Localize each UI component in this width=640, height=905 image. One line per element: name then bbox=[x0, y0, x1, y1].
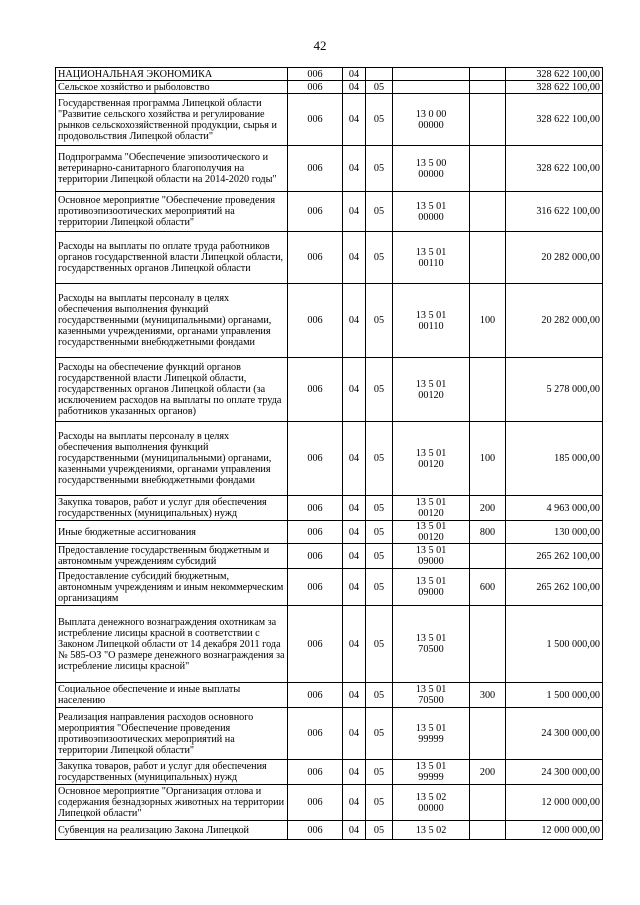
amount-cell: 12 000 000,00 bbox=[506, 821, 603, 840]
table-row bbox=[56, 422, 603, 496]
ministry-code-cell: 006 bbox=[288, 68, 343, 81]
subsection-code-cell: 05 bbox=[366, 81, 393, 94]
expense-name-cell: Закупка товаров, работ и услуг для обеспечения государственных (муниципальных) нужд bbox=[56, 496, 288, 521]
section-code-cell: 04 bbox=[343, 760, 366, 785]
amount-cell: 20 282 000,00 bbox=[506, 232, 603, 284]
amount-cell: 1 500 000,00 bbox=[506, 683, 603, 708]
amount-cell: 328 622 100,00 bbox=[506, 146, 603, 192]
expense-kind-cell bbox=[470, 81, 506, 94]
ministry-code-cell: 006 bbox=[288, 708, 343, 760]
subsection-code-cell: 05 bbox=[366, 94, 393, 146]
table-row bbox=[56, 81, 603, 94]
amount-cell: 316 622 100,00 bbox=[506, 192, 603, 232]
expense-kind-cell: 100 bbox=[470, 422, 506, 496]
ministry-code-cell: 006 bbox=[288, 544, 343, 569]
subsection-code-cell: 05 bbox=[366, 683, 393, 708]
subsection-code-cell: 05 bbox=[366, 708, 393, 760]
expense-kind-cell bbox=[470, 192, 506, 232]
expense-name-cell: Предоставление субсидий бюджетным, автономным учреждениям и иным некоммерческим организациям bbox=[56, 569, 288, 606]
target-article-cell: 13 5 02 bbox=[393, 821, 470, 840]
expense-kind-cell: 200 bbox=[470, 496, 506, 521]
target-article-cell: 13 5 01 00120 bbox=[393, 521, 470, 544]
subsection-code-cell: 05 bbox=[366, 785, 393, 821]
ministry-code-cell: 006 bbox=[288, 606, 343, 683]
expense-name-cell: Сельское хозяйство и рыболовство bbox=[56, 81, 288, 94]
subsection-code-cell: 05 bbox=[366, 760, 393, 785]
section-code-cell: 04 bbox=[343, 683, 366, 708]
expense-name-cell: Выплата денежного вознаграждения охотникам за истребление лисицы красной в соответствии с Законом Липецкой области от 14 декабря 2011 года № 585-ОЗ "О размере денежного вознаграждения за истребление лисицы красной" bbox=[56, 606, 288, 683]
amount-cell: 328 622 100,00 bbox=[506, 68, 603, 81]
subsection-code-cell: 05 bbox=[366, 521, 393, 544]
expense-name-cell: Расходы на выплаты персоналу в целях обеспечения выполнения функций государственными (муниципальными) органами, казенными учреждениями, органами управления государственными внебюджетными фондами bbox=[56, 284, 288, 358]
expense-name-cell: Социальное обеспечение и иные выплаты населению bbox=[56, 683, 288, 708]
ministry-code-cell: 006 bbox=[288, 683, 343, 708]
target-article-cell: 13 0 00 00000 bbox=[393, 94, 470, 146]
expense-name-cell: Расходы на выплаты по оплате труда работников органов государственной власти Липецкой области, государственных органов Липецкой области bbox=[56, 232, 288, 284]
expense-kind-cell bbox=[470, 94, 506, 146]
expense-name-cell: Закупка товаров, работ и услуг для обеспечения государственных (муниципальных) нужд bbox=[56, 760, 288, 785]
table-row bbox=[56, 358, 603, 422]
expense-kind-cell: 200 bbox=[470, 760, 506, 785]
table-row bbox=[56, 496, 603, 521]
section-code-cell: 04 bbox=[343, 785, 366, 821]
expense-name-cell: Основное мероприятие "Организация отлова и содержания безнадзорных животных на территории Липецкой области" bbox=[56, 785, 288, 821]
table-row bbox=[56, 760, 603, 785]
target-article-cell: 13 5 01 00110 bbox=[393, 232, 470, 284]
section-code-cell: 04 bbox=[343, 496, 366, 521]
expense-name-cell: НАЦИОНАЛЬНАЯ ЭКОНОМИКА bbox=[56, 68, 288, 81]
expense-kind-cell bbox=[470, 146, 506, 192]
table-row bbox=[56, 569, 603, 606]
section-code-cell: 04 bbox=[343, 284, 366, 358]
ministry-code-cell: 006 bbox=[288, 232, 343, 284]
expense-kind-cell bbox=[470, 68, 506, 81]
expense-kind-cell bbox=[470, 785, 506, 821]
target-article-cell: 13 5 01 00120 bbox=[393, 496, 470, 521]
target-article-cell: 13 5 02 00000 bbox=[393, 785, 470, 821]
expense-name-cell: Основное мероприятие "Обеспечение проведения противоэпизоотических мероприятий на территории Липецкой области" bbox=[56, 192, 288, 232]
table-row bbox=[56, 606, 603, 683]
ministry-code-cell: 006 bbox=[288, 192, 343, 232]
expense-name-cell: Реализация направления расходов основного мероприятия "Обеспечение проведения противоэпизоотических мероприятий на территории Липецкой области" bbox=[56, 708, 288, 760]
target-article-cell: 13 5 01 99999 bbox=[393, 760, 470, 785]
section-code-cell: 04 bbox=[343, 606, 366, 683]
expense-kind-cell bbox=[470, 544, 506, 569]
amount-cell: 185 000,00 bbox=[506, 422, 603, 496]
budget-table bbox=[55, 67, 603, 840]
subsection-code-cell: 05 bbox=[366, 146, 393, 192]
table-row bbox=[56, 146, 603, 192]
target-article-cell: 13 5 01 09000 bbox=[393, 544, 470, 569]
table-row bbox=[56, 521, 603, 544]
expense-name-cell: Субвенция на реализацию Закона Липецкой bbox=[56, 821, 288, 840]
section-code-cell: 04 bbox=[343, 146, 366, 192]
amount-cell: 24 300 000,00 bbox=[506, 708, 603, 760]
expense-kind-cell bbox=[470, 708, 506, 760]
amount-cell: 12 000 000,00 bbox=[506, 785, 603, 821]
ministry-code-cell: 006 bbox=[288, 94, 343, 146]
target-article-cell: 13 5 01 00000 bbox=[393, 192, 470, 232]
table-row bbox=[56, 284, 603, 358]
subsection-code-cell bbox=[366, 68, 393, 81]
amount-cell: 4 963 000,00 bbox=[506, 496, 603, 521]
subsection-code-cell: 05 bbox=[366, 606, 393, 683]
section-code-cell: 04 bbox=[343, 821, 366, 840]
section-code-cell: 04 bbox=[343, 94, 366, 146]
budget-table-body bbox=[56, 68, 603, 840]
subsection-code-cell: 05 bbox=[366, 192, 393, 232]
target-article-cell: 13 5 01 09000 bbox=[393, 569, 470, 606]
subsection-code-cell: 05 bbox=[366, 496, 393, 521]
ministry-code-cell: 006 bbox=[288, 521, 343, 544]
target-article-cell bbox=[393, 68, 470, 81]
amount-cell: 24 300 000,00 bbox=[506, 760, 603, 785]
target-article-cell: 13 5 00 00000 bbox=[393, 146, 470, 192]
table-row bbox=[56, 708, 603, 760]
amount-cell: 20 282 000,00 bbox=[506, 284, 603, 358]
table-row bbox=[56, 68, 603, 81]
expense-kind-cell bbox=[470, 821, 506, 840]
subsection-code-cell: 05 bbox=[366, 422, 393, 496]
section-code-cell: 04 bbox=[343, 192, 366, 232]
ministry-code-cell: 006 bbox=[288, 358, 343, 422]
expense-kind-cell: 300 bbox=[470, 683, 506, 708]
ministry-code-cell: 006 bbox=[288, 284, 343, 358]
expense-kind-cell bbox=[470, 232, 506, 284]
section-code-cell: 04 bbox=[343, 544, 366, 569]
section-code-cell: 04 bbox=[343, 569, 366, 606]
expense-name-cell: Государственная программа Липецкой области "Развитие сельского хозяйства и регулирование рынков сельскохозяйственной продукции, сырья и продовольствия Липецкой области" bbox=[56, 94, 288, 146]
expense-name-cell: Иные бюджетные ассигнования bbox=[56, 521, 288, 544]
ministry-code-cell: 006 bbox=[288, 422, 343, 496]
table-row bbox=[56, 94, 603, 146]
expense-name-cell: Предоставление государственным бюджетным и автономным учреждениям субсидий bbox=[56, 544, 288, 569]
subsection-code-cell: 05 bbox=[366, 544, 393, 569]
subsection-code-cell: 05 bbox=[366, 232, 393, 284]
target-article-cell: 13 5 01 00120 bbox=[393, 358, 470, 422]
ministry-code-cell: 006 bbox=[288, 81, 343, 94]
expense-name-cell: Подпрограмма "Обеспечение эпизоотического и ветеринарно-санитарного благополучия на территории Липецкой области на 2014-2020 годы" bbox=[56, 146, 288, 192]
section-code-cell: 04 bbox=[343, 232, 366, 284]
amount-cell: 328 622 100,00 bbox=[506, 94, 603, 146]
ministry-code-cell: 006 bbox=[288, 760, 343, 785]
expense-kind-cell bbox=[470, 606, 506, 683]
target-article-cell: 13 5 01 70500 bbox=[393, 606, 470, 683]
target-article-cell bbox=[393, 81, 470, 94]
ministry-code-cell: 006 bbox=[288, 785, 343, 821]
expense-kind-cell: 800 bbox=[470, 521, 506, 544]
table-row bbox=[56, 683, 603, 708]
amount-cell: 1 500 000,00 bbox=[506, 606, 603, 683]
subsection-code-cell: 05 bbox=[366, 569, 393, 606]
amount-cell: 265 262 100,00 bbox=[506, 544, 603, 569]
ministry-code-cell: 006 bbox=[288, 146, 343, 192]
amount-cell: 265 262 100,00 bbox=[506, 569, 603, 606]
amount-cell: 130 000,00 bbox=[506, 521, 603, 544]
subsection-code-cell: 05 bbox=[366, 821, 393, 840]
amount-cell: 328 622 100,00 bbox=[506, 81, 603, 94]
ministry-code-cell: 006 bbox=[288, 569, 343, 606]
page-number: 42 bbox=[313, 38, 327, 53]
subsection-code-cell: 05 bbox=[366, 358, 393, 422]
target-article-cell: 13 5 01 70500 bbox=[393, 683, 470, 708]
target-article-cell: 13 5 01 00120 bbox=[393, 422, 470, 496]
table-row bbox=[56, 192, 603, 232]
section-code-cell: 04 bbox=[343, 68, 366, 81]
expense-kind-cell: 100 bbox=[470, 284, 506, 358]
table-row bbox=[56, 785, 603, 821]
expense-kind-cell bbox=[470, 358, 506, 422]
subsection-code-cell: 05 bbox=[366, 284, 393, 358]
section-code-cell: 04 bbox=[343, 358, 366, 422]
amount-cell: 5 278 000,00 bbox=[506, 358, 603, 422]
target-article-cell: 13 5 01 00110 bbox=[393, 284, 470, 358]
table-row bbox=[56, 821, 603, 840]
target-article-cell: 13 5 01 99999 bbox=[393, 708, 470, 760]
section-code-cell: 04 bbox=[343, 708, 366, 760]
section-code-cell: 04 bbox=[343, 521, 366, 544]
table-row bbox=[56, 232, 603, 284]
expense-name-cell: Расходы на обеспечение функций органов государственной власти Липецкой области, государственных органов Липецкой области (за исключением расходов на выплаты по оплате труда работников указанных органов) bbox=[56, 358, 288, 422]
section-code-cell: 04 bbox=[343, 81, 366, 94]
ministry-code-cell: 006 bbox=[288, 821, 343, 840]
expense-kind-cell: 600 bbox=[470, 569, 506, 606]
section-code-cell: 04 bbox=[343, 422, 366, 496]
table-row bbox=[56, 544, 603, 569]
ministry-code-cell: 006 bbox=[288, 496, 343, 521]
expense-name-cell: Расходы на выплаты персоналу в целях обеспечения выполнения функций государственными (муниципальными) органами, казенными учреждениями, органами управления государственными внебюджетными фондами bbox=[56, 422, 288, 496]
